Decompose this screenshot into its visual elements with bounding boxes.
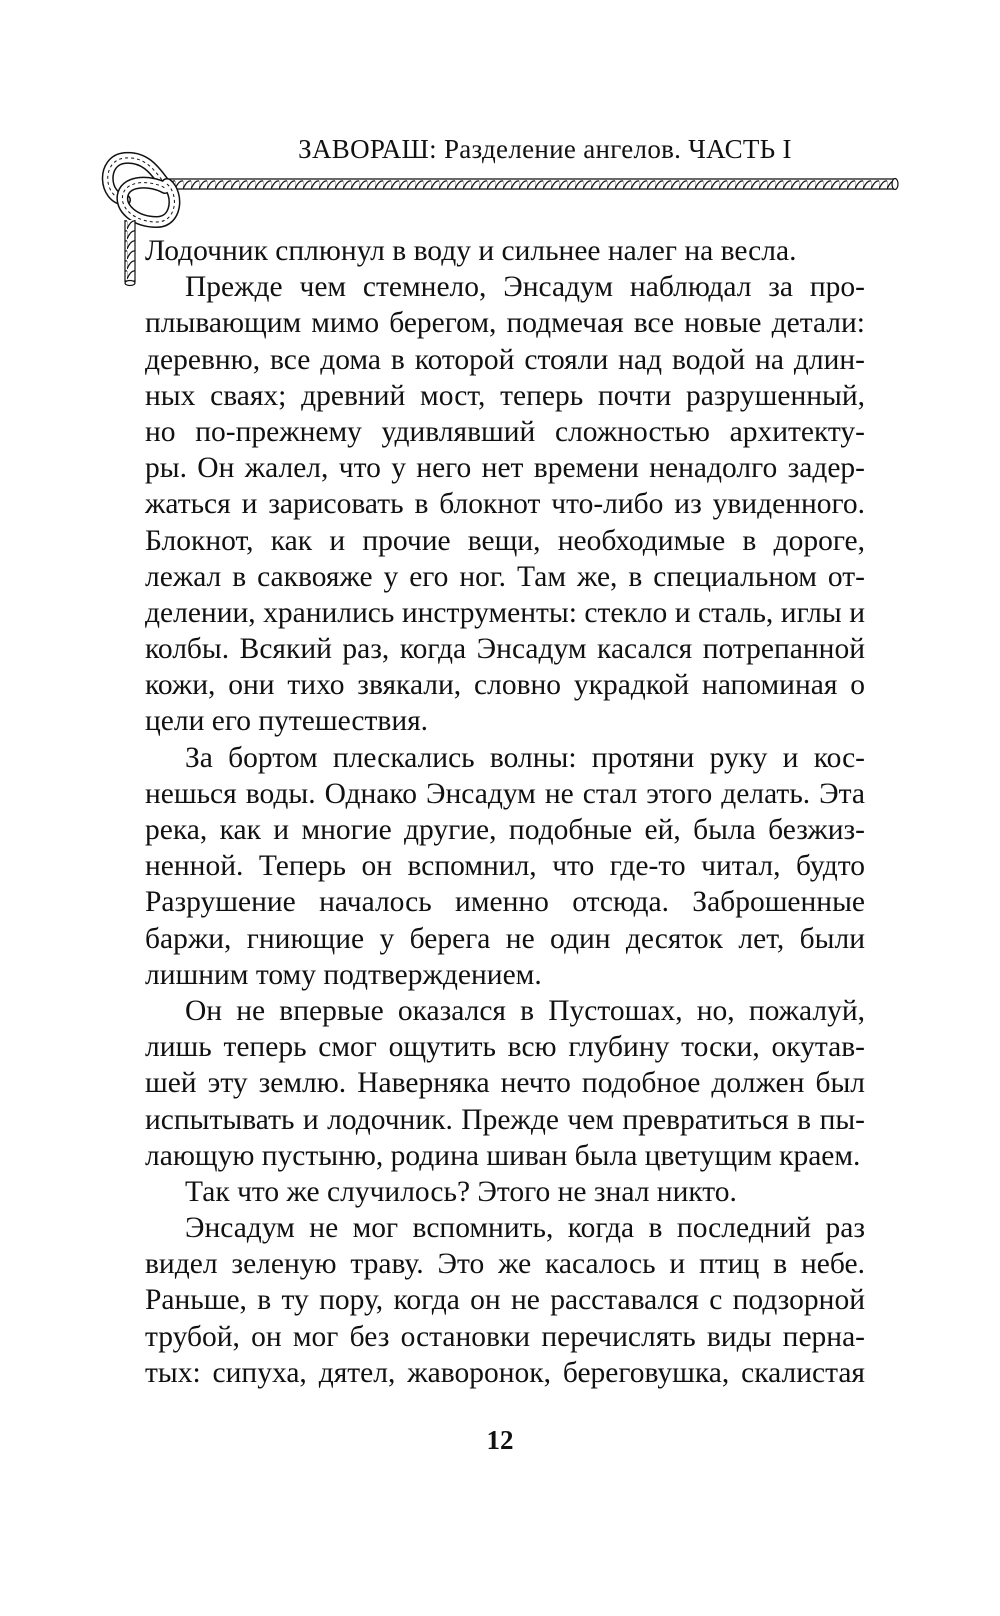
text-line: жаться и зарисовать в блокнот что-либо из увиденного. xyxy=(145,488,865,521)
text-line: Блокнот, как и прочие вещи, необходимые в дороге, xyxy=(145,524,865,557)
text-line: баржи, гниющие у берега не один десяток лет, были xyxy=(145,922,865,955)
text-line: лающую пустыню, родина шиван была цветущим краем. xyxy=(145,1139,861,1172)
text-line: лишним тому подтверждением. xyxy=(145,958,542,991)
text-line: лежал в саквояже у его ног. Там же, в специальном от- xyxy=(145,560,865,593)
page-number: 12 xyxy=(486,1425,514,1455)
text-line: Раньше, в ту пору, когда он не расставался с подзорной xyxy=(145,1284,865,1317)
text-line: лишь теперь смог ощутить всю глубину тоски, окутав- xyxy=(145,1031,865,1064)
text-line: ры. Он жалел, что у него нет времени ненадолго задер- xyxy=(145,452,865,485)
rope-horizontal xyxy=(163,179,898,190)
text-line: река, как и многие другие, подобные ей, была безжиз- xyxy=(145,814,865,846)
text-line: но по-прежнему удивлявший сложностью архитекту- xyxy=(145,415,865,448)
text-line: ненной. Теперь он вспомнил, что где-то читал, будто xyxy=(145,850,865,883)
text-line: видел зеленую траву. Это же касалось и птиц в небе. xyxy=(145,1248,865,1281)
text-line: ных сваях; древний мост, теперь почти разрушенный, xyxy=(145,379,865,412)
text-line: цели его путешествия. xyxy=(145,705,429,738)
body-text xyxy=(145,233,865,1391)
text-line: Так что же случилось? Этого не знал никто. xyxy=(185,1175,737,1208)
text-line: Он не впервые оказался в Пустошах, но, пожалуй, xyxy=(185,994,865,1027)
text-line: тых: сипуха, дятел, жаворонок, береговушка, скалистая xyxy=(145,1356,865,1389)
text-line: За бортом плескались волны: протяни руку и кос- xyxy=(185,741,865,774)
text-line: Прежде чем стемнело, Энсадум наблюдал за про- xyxy=(185,271,865,304)
text-line: нешься воды. Однако Энсадум не стал этого делать. Эта xyxy=(145,777,865,810)
text-line: колбы. Всякий раз, когда Энсадум касался потрепанной xyxy=(145,633,865,666)
text-line: деревню, все дома в которой стояли над водой на длин- xyxy=(145,343,865,376)
text-line: плывающим мимо берегом, подмечая все новые детали: xyxy=(145,307,865,340)
text-line: кожи, они тихо звякали, словно украдкой напоминая о xyxy=(145,669,865,702)
running-head: ЗАВОРАШ: Разделение ангелов. ЧАСТЬ I xyxy=(298,134,792,164)
text-line: Энсадум не мог вспомнить, когда в последний раз xyxy=(185,1212,865,1245)
text-line: Лодочник сплюнул в воду и сильнее налег на весла. xyxy=(145,235,797,267)
text-line: испытывать и лодочник. Прежде чем превратиться в пы- xyxy=(145,1103,865,1136)
rope-knot xyxy=(108,158,175,222)
text-line: Разрушение началось именно отсюда. Заброшенные xyxy=(145,886,865,919)
text-line: трубой, он мог без остановки перечислять виды перна- xyxy=(145,1320,865,1353)
rope-hanging xyxy=(125,220,135,286)
text-line: делении, хранились инструменты: стекло и сталь, иглы и xyxy=(145,596,865,629)
text-line: шей эту землю. Наверняка нечто подобное должен был xyxy=(145,1067,865,1100)
